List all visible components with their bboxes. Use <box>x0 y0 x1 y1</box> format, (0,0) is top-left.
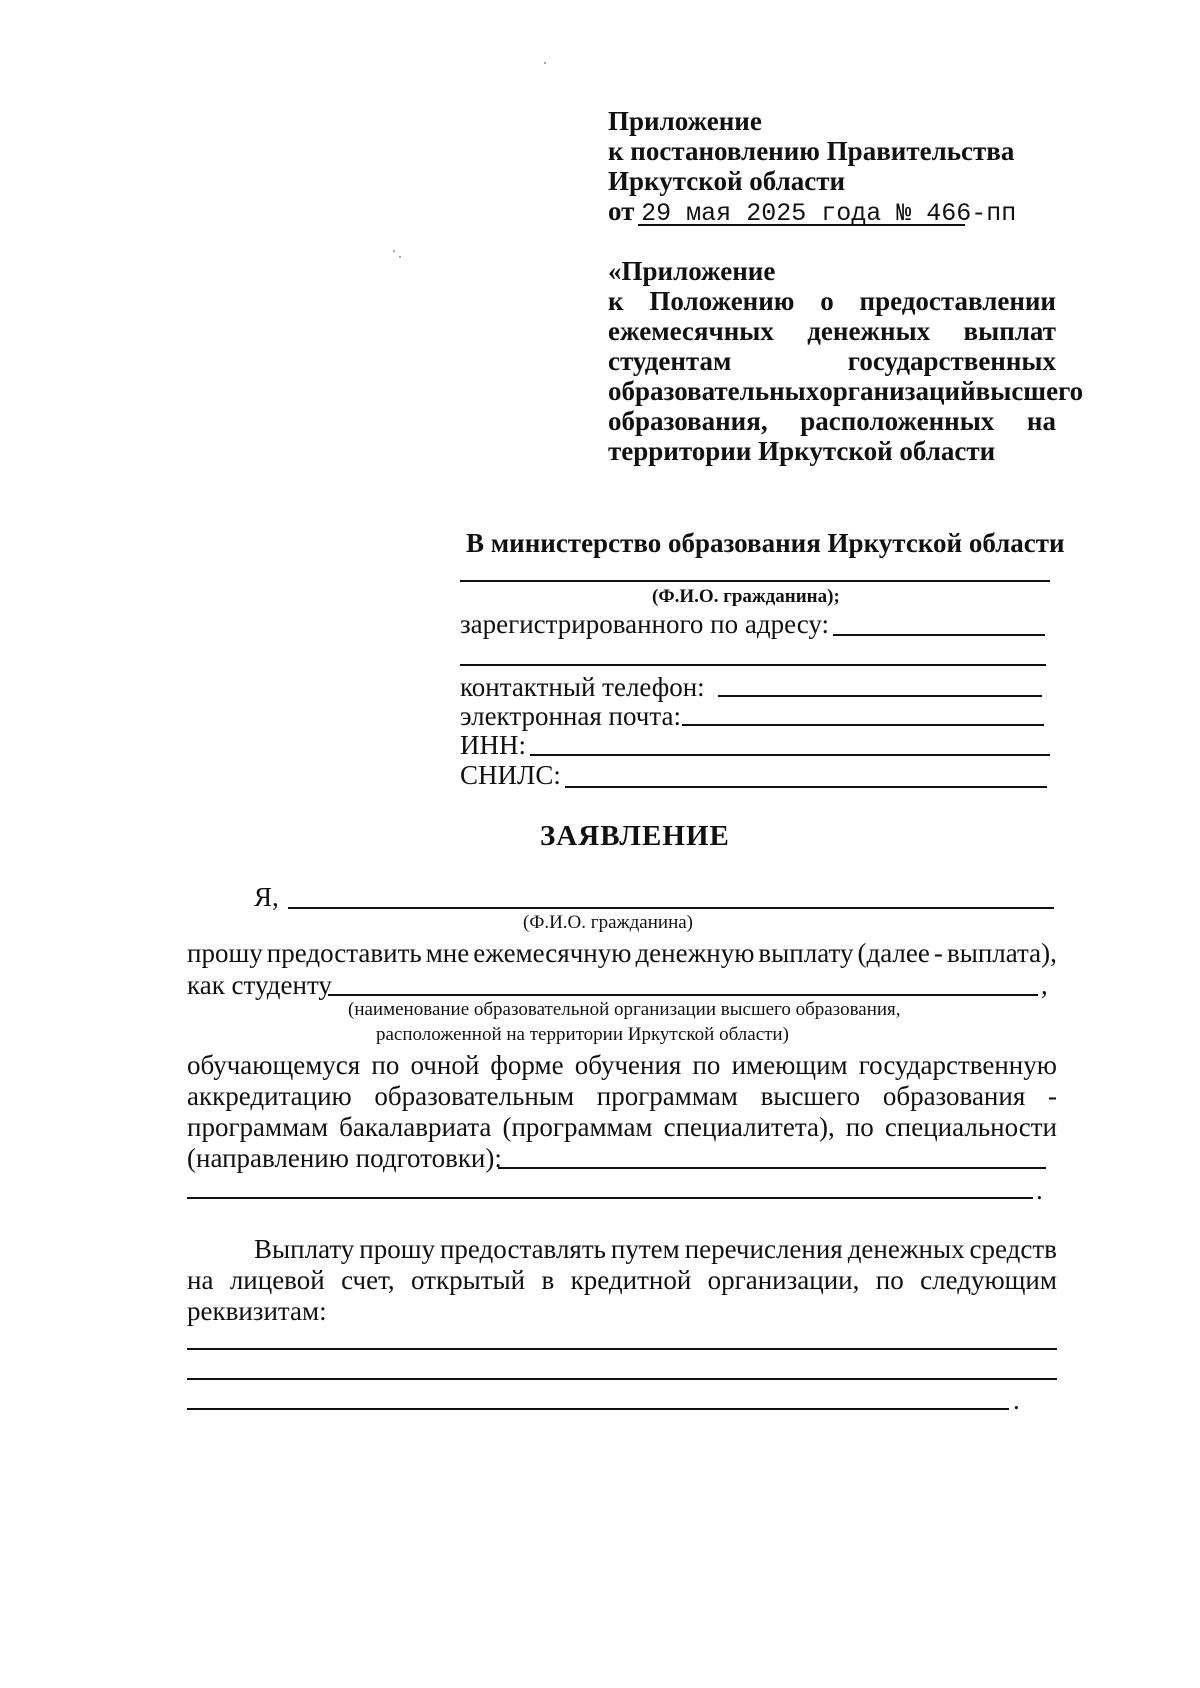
word: денежных <box>847 1234 965 1264</box>
requisites-field-line-3[interactable] <box>187 1408 1009 1410</box>
word: специальности <box>884 1112 1057 1142</box>
word: очной <box>410 1050 480 1080</box>
applicant-fio-field[interactable] <box>288 907 1054 909</box>
period: . <box>1013 1385 1020 1415</box>
word: организаций <box>819 376 976 406</box>
fio-field[interactable] <box>460 580 1050 582</box>
as-student-label: как студенту <box>187 970 332 1000</box>
word: государственную <box>858 1050 1057 1080</box>
word: предоставить <box>266 938 422 968</box>
payment-line-1 <box>254 1236 1057 1263</box>
applicant-fio-caption: (Ф.И.О. гражданина) <box>523 912 693 933</box>
word: обучения <box>574 1050 682 1080</box>
email-field[interactable] <box>682 724 1044 726</box>
requisites-field-line-2[interactable] <box>187 1378 1057 1380</box>
word: на <box>1026 406 1056 436</box>
university-caption-2: расположенной на территории Иркутской области) <box>376 1024 789 1045</box>
word: - <box>1047 1081 1057 1111</box>
specialty-label: (направлению подготовки): <box>187 1143 502 1173</box>
word: высшего <box>760 1081 861 1111</box>
inn-label: ИНН: <box>460 730 526 760</box>
phone-field[interactable] <box>718 695 1042 697</box>
inn-field[interactable] <box>530 754 1050 756</box>
word: предоставлении <box>859 286 1056 316</box>
word: к <box>608 286 624 316</box>
word: по <box>845 1112 874 1142</box>
payment-line-2 <box>187 1267 1057 1294</box>
word: бакалавриата <box>339 1112 492 1142</box>
snils-field[interactable] <box>565 786 1047 788</box>
phone-label: контактный телефон: <box>460 672 705 702</box>
specialty-field-line-2[interactable] <box>187 1197 1033 1199</box>
word: ежемесячных <box>608 316 774 346</box>
word: лицевой <box>229 1265 325 1295</box>
word: по <box>692 1050 721 1080</box>
annex-date-prefix: от <box>608 196 635 226</box>
word: ежемесячную <box>473 938 632 968</box>
word: в <box>541 1265 555 1295</box>
word: высшего <box>975 376 1084 406</box>
body-line-3 <box>187 1083 1057 1110</box>
annex-line-4 <box>608 198 1016 226</box>
word: студентам <box>608 346 732 376</box>
word: предоставлять <box>439 1234 606 1264</box>
university-field[interactable] <box>328 994 1038 996</box>
annex2-line-2 <box>608 288 1056 315</box>
annex-line-3: Иркутской области <box>608 166 846 196</box>
annex-line-1: Приложение <box>608 106 762 136</box>
address-field[interactable] <box>833 634 1045 636</box>
university-caption-1: (наименование образовательной организации высшего образования, <box>348 999 901 1020</box>
body-line-2 <box>187 1052 1057 1079</box>
requisites-field-line-1[interactable] <box>187 1348 1057 1350</box>
address-label: зарегистрированного по адресу: <box>460 609 829 639</box>
word: образовательных <box>608 376 820 406</box>
address-field-line-2[interactable] <box>460 664 1046 666</box>
scan-speck <box>544 62 546 64</box>
annex-line-2: к постановлению Правительства <box>608 136 1015 166</box>
addressee-ministry: В министерство образования Иркутской области <box>466 528 1065 558</box>
snils-label: СНИЛС: <box>460 760 561 790</box>
word: по <box>371 1050 400 1080</box>
word: денежную <box>635 938 755 968</box>
word: Выплату <box>254 1234 355 1264</box>
annex2-line-7: территории Иркутской области <box>608 436 996 466</box>
word: прошу <box>187 938 263 968</box>
word: образования <box>882 1081 1026 1111</box>
annex2-line-3 <box>608 318 1056 345</box>
word: следующим <box>920 1265 1057 1295</box>
word: - <box>933 938 943 968</box>
annex2-line-5 <box>608 376 1084 406</box>
annex-date-number: 29 мая 2025 года № 466-пп <box>641 199 1017 228</box>
date-underline <box>638 224 965 226</box>
word: выплат <box>963 316 1056 346</box>
word: (далее <box>857 938 930 968</box>
word: выплату <box>758 938 854 968</box>
annex2-line-6 <box>608 408 1056 435</box>
body-line-1 <box>187 940 1057 967</box>
word: о <box>820 286 834 316</box>
word: программам <box>596 1081 738 1111</box>
word: выплата), <box>946 938 1057 968</box>
body-line-4 <box>187 1114 1057 1141</box>
word: государственных <box>847 346 1056 376</box>
word: кредитной <box>570 1265 692 1295</box>
word: специалитета), <box>663 1112 835 1142</box>
word: обучающемуся <box>187 1050 361 1080</box>
comma: , <box>1041 970 1048 1000</box>
word: образования, <box>608 406 768 436</box>
fio-caption: (Ф.И.О. гражданина); <box>652 586 840 607</box>
word: денежных <box>807 316 931 346</box>
word: программам <box>187 1112 329 1142</box>
word: по <box>875 1265 904 1295</box>
word: открытый <box>411 1265 526 1295</box>
word: расположенных <box>800 406 995 436</box>
word: имеющим <box>731 1050 848 1080</box>
word: (программам <box>502 1112 653 1142</box>
scan-speck <box>399 256 401 258</box>
specialty-field[interactable] <box>498 1167 1046 1169</box>
annex2-line-4 <box>608 348 1056 375</box>
word: средств <box>969 1234 1057 1264</box>
word: прошу <box>359 1234 436 1264</box>
scan-speck <box>393 250 395 252</box>
email-label: электронная почта: <box>460 701 681 731</box>
ya-label: Я, <box>254 882 279 912</box>
period: . <box>1036 1175 1043 1205</box>
word: форме <box>490 1050 564 1080</box>
word: мне <box>425 938 470 968</box>
annex2-line-1: «Приложение <box>608 256 776 286</box>
word: на <box>187 1265 214 1295</box>
document-title: ЗАЯВЛЕНИЕ <box>540 820 730 852</box>
word: организации, <box>707 1265 860 1295</box>
word: перечисления <box>684 1234 843 1264</box>
word: Положению <box>649 286 795 316</box>
word: образовательным <box>374 1081 575 1111</box>
word: путем <box>610 1234 680 1264</box>
word: счет, <box>341 1265 395 1295</box>
requisites-label: реквизитам: <box>187 1296 327 1326</box>
word: аккредитацию <box>187 1081 352 1111</box>
